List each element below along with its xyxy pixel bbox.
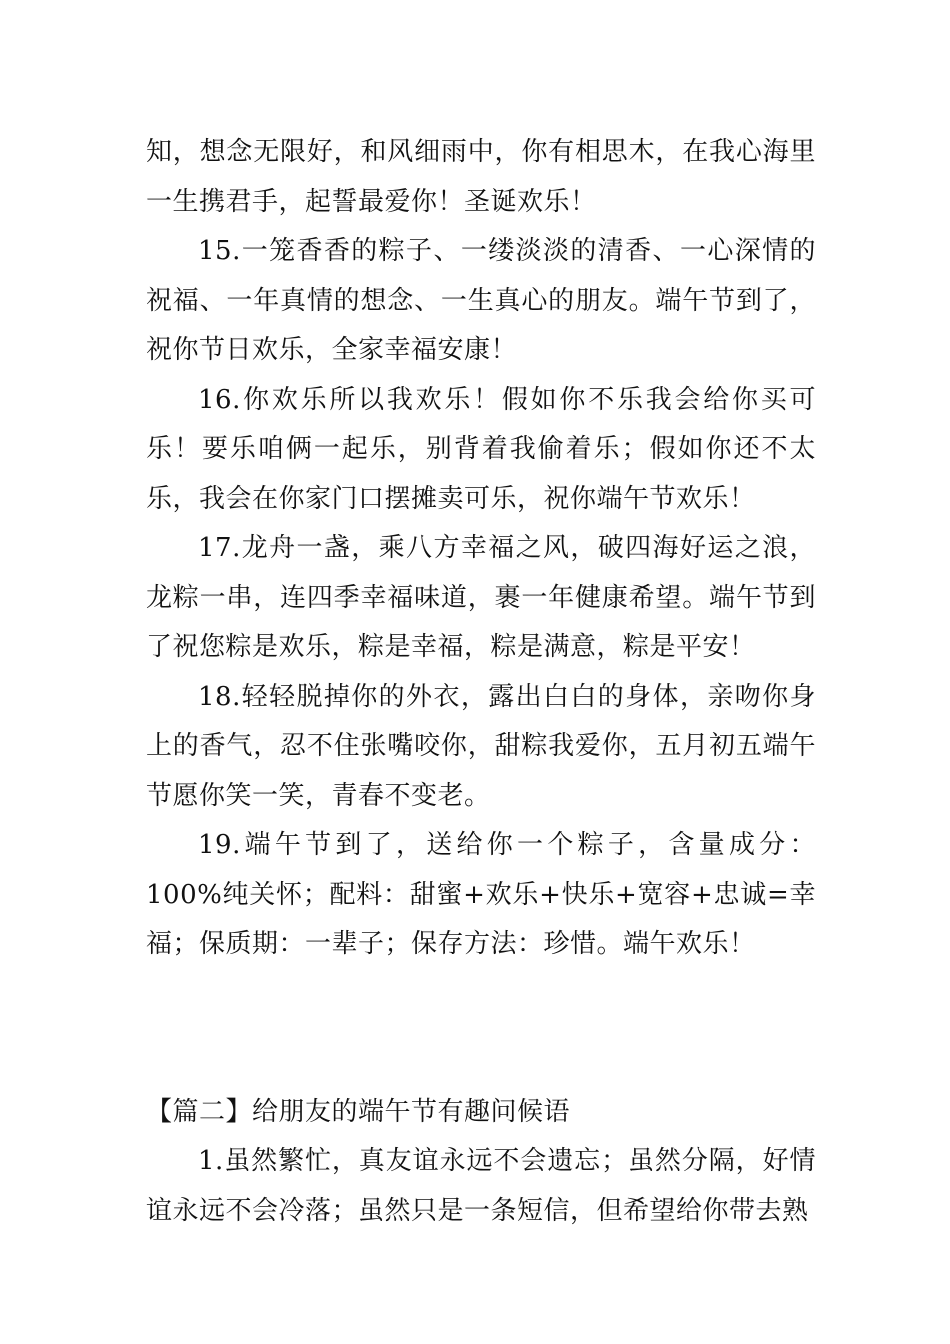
section-item-1: 1.虽然繁忙，真友谊永远不会遗忘；虽然分隔，好情谊永远不会冷落；虽然只是一条短信，但希望给你带去熟 [146, 1146, 816, 1226]
list-item-16: 16.你欢乐所以我欢乐！假如你不乐我会给你买可乐！要乐咱俩一起乐，别背着我偷着乐；假如你还不太乐，我会在你家门口摆摊卖可乐，祝你端午节欢乐！ [146, 384, 816, 514]
list-item-17: 17.龙舟一盏，乘八方幸福之风，破四海好运之浪，龙粽一串，连四季幸福味道，裹一年健康希望。端午节到了祝您粽是欢乐，粽是幸福，粽是满意，粽是平安！ [146, 533, 816, 662]
list-item-15: 15.一笼香香的粽子、一缕淡淡的清香、一心深情的祝福、一年真情的想念、一生真心的朋友。端午节到了，祝你节日欢乐，全家幸福安康！ [146, 236, 816, 365]
list-item-19: 19.端午节到了，送给你一个粽子，含量成分：100%纯关怀；配料：甜蜜+欢乐+快乐+宽容+忠诚=幸福；保质期：一辈子；保存方法：珍惜。端午欢乐！ [146, 830, 816, 959]
document-page [146, 128, 816, 1236]
section-title: 【篇二】给朋友的端午节有趣问候语 [146, 1096, 571, 1127]
list-item-18: 18.轻轻脱掉你的外衣，露出白白的身体，亲吻你身上的香气，忍不住张嘴咬你，甜粽我爱你，五月初五端午节愿你笑一笑，青春不变老。 [146, 681, 816, 811]
continued-paragraph: 知，想念无限好，和风细雨中，你有相思木，在我心海里一生携君手，起誓最爱你！圣诞欢乐！ [146, 137, 816, 217]
